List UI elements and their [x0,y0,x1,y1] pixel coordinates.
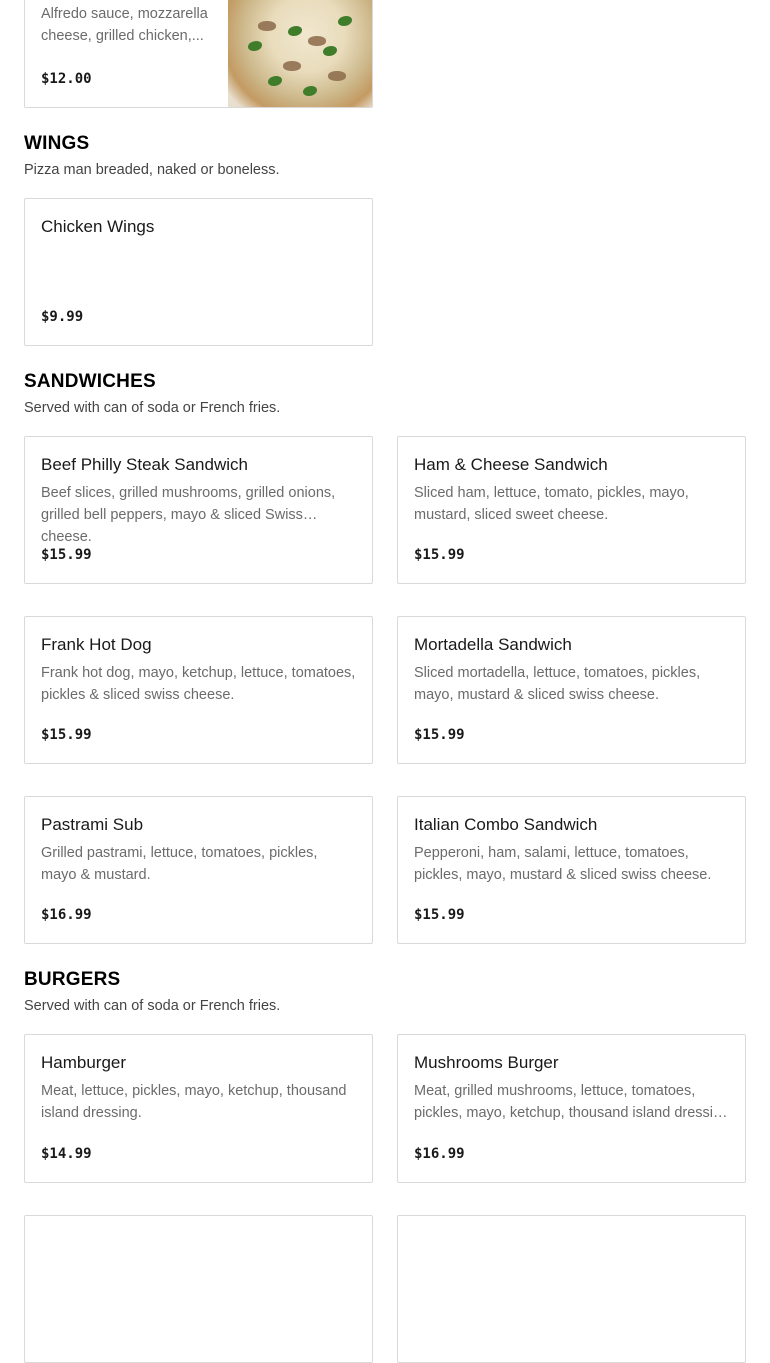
item-price: $9.99 [41,309,84,325]
menu-item-card[interactable] [24,616,373,764]
item-name: Mortadella Sandwich [414,635,572,654]
item-price: $14.99 [41,1146,92,1162]
item-price: $15.99 [414,547,465,563]
section-title-sandwiches: SANDWICHES [24,371,156,392]
menu-item-card[interactable] [24,0,373,108]
item-price: $15.99 [41,547,92,563]
item-price: $16.99 [414,1146,465,1162]
menu-item-card[interactable] [24,796,373,944]
item-price: $15.99 [41,727,92,743]
item-description: Frank hot dog, mayo, ketchup, lettuce, tomatoes, pickles & sliced swiss cheese. [41,665,356,703]
menu-item-card[interactable] [397,1215,746,1363]
menu-item-card[interactable] [397,796,746,944]
item-description: Meat, grilled mushrooms, lettuce, tomatoes, pickles, mayo, ketchup, thousand island dressi… [414,1083,728,1121]
menu-item-card[interactable] [24,1034,373,1183]
item-description: Pepperoni, ham, salami, lettuce, tomatoes, pickles, mayo, mustard & sliced swiss cheese. [414,845,712,883]
item-description: Beef slices, grilled mushrooms, grilled onions, grilled bell peppers, mayo & sliced Swiss cheese. [41,485,336,545]
item-name: Hamburger [41,1053,127,1072]
section-description-burgers: Served with can of soda or French fries. [24,998,281,1014]
menu-item-card[interactable] [24,198,373,346]
menu-item-card[interactable] [397,616,746,764]
item-description: Sliced ham, lettuce, tomato, pickles, mayo, mustard, sliced sweet cheese. [414,485,689,523]
item-price: $15.99 [414,727,465,743]
menu-item-card[interactable] [397,436,746,584]
item-name: Beef Philly Steak Sandwich [41,455,248,474]
item-price: $16.99 [41,907,92,923]
item-name: Mushrooms Burger [414,1053,559,1072]
section-title-wings: WINGS [24,133,90,154]
item-name: Frank Hot Dog [41,635,152,654]
item-description: Grilled pastrami, lettuce, tomatoes, pickles, mayo & mustard. [41,845,318,883]
menu-item-card[interactable] [24,436,373,584]
item-name: Italian Combo Sandwich [414,815,598,834]
section-title-burgers: BURGERS [24,969,121,990]
pizza-image [228,0,372,107]
item-price: $15.99 [414,907,465,923]
item-description: Alfredo sauce, mozzarella cheese, grilled chicken,... [41,6,208,44]
item-description: Meat, lettuce, pickles, mayo, ketchup, thousand island dressing. [41,1083,347,1121]
item-price: $12.00 [41,71,92,87]
item-name: Chicken Wings [41,217,155,236]
section-description-sandwiches: Served with can of soda or French fries. [24,400,281,416]
item-name: Pastrami Sub [41,815,144,834]
item-description: Sliced mortadella, lettuce, tomatoes, pickles, mayo, mustard & sliced swiss cheese. [414,665,701,703]
item-name: Ham & Cheese Sandwich [414,455,608,474]
section-description-wings: Pizza man breaded, naked or boneless. [24,162,280,178]
menu-item-card[interactable] [24,1215,373,1363]
menu-item-card[interactable] [397,1034,746,1183]
